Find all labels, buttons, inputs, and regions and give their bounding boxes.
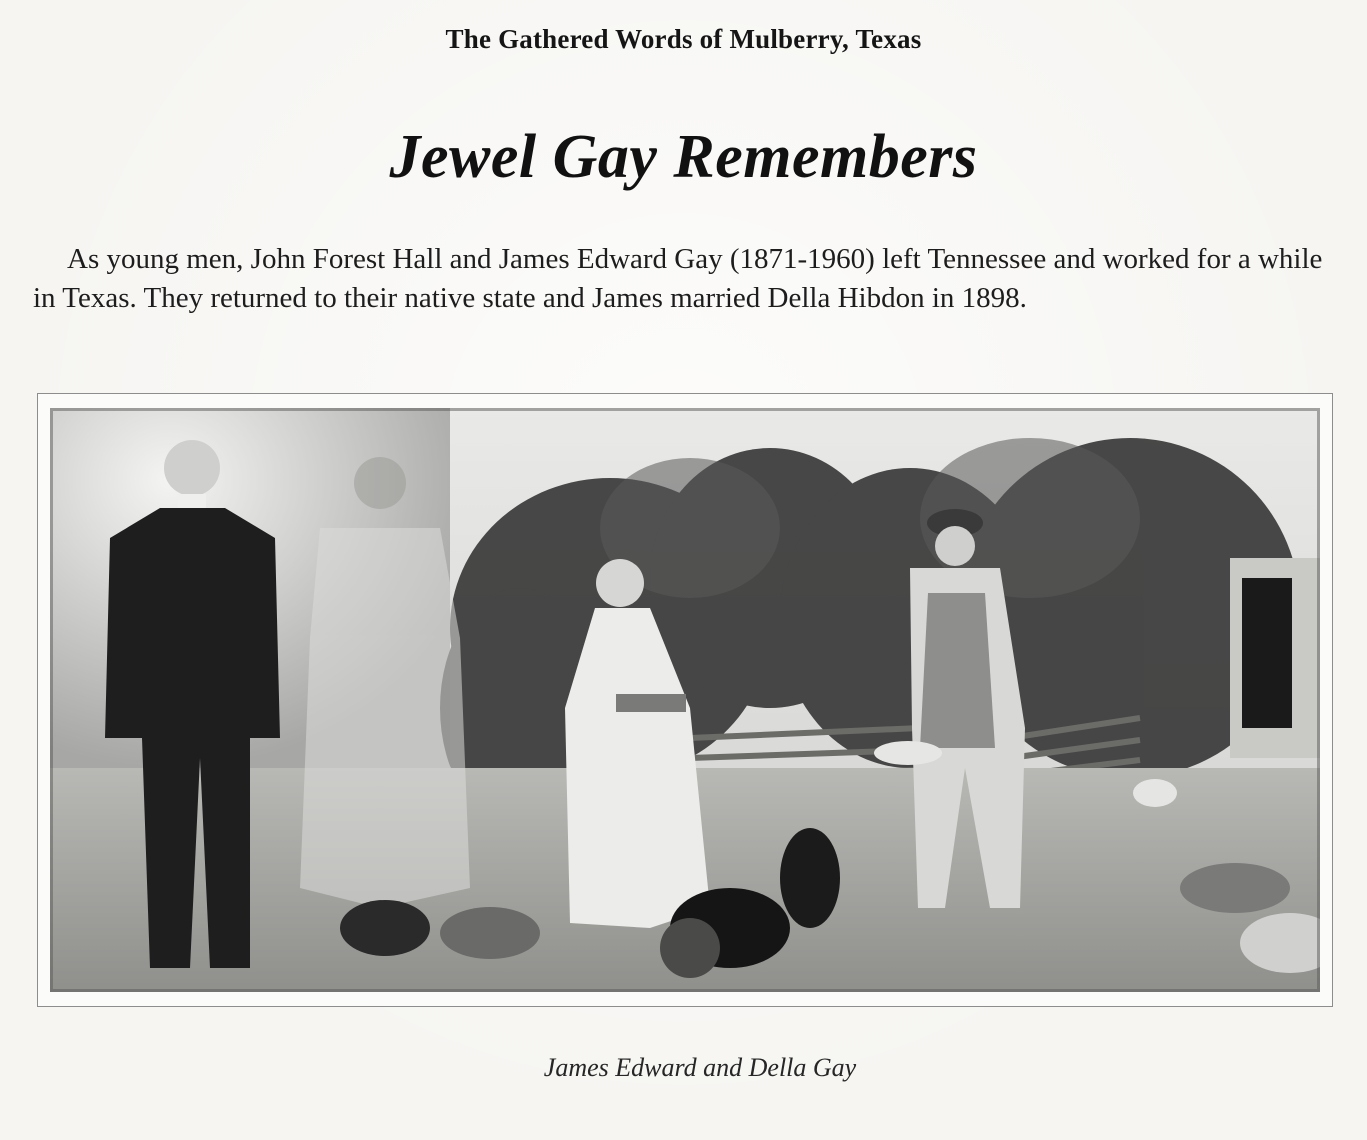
family-photo-illustration — [50, 408, 1320, 992]
intro-paragraph: As young men, John Forest Hall and James Edward Gay (1871-1960) left Tennessee and worked for a while in Texas. They returned to their native state and James married Della Hibdon in 1898. — [33, 243, 1323, 314]
shed — [1230, 558, 1320, 758]
running-head: The Gathered Words of Mulberry, Texas — [445, 24, 922, 54]
photo-frame — [37, 393, 1333, 1007]
page-title: Jewel Gay Remembers — [389, 123, 978, 191]
photo-caption: James Edward and Della Gay — [543, 1053, 857, 1082]
family-photo — [50, 408, 1320, 992]
